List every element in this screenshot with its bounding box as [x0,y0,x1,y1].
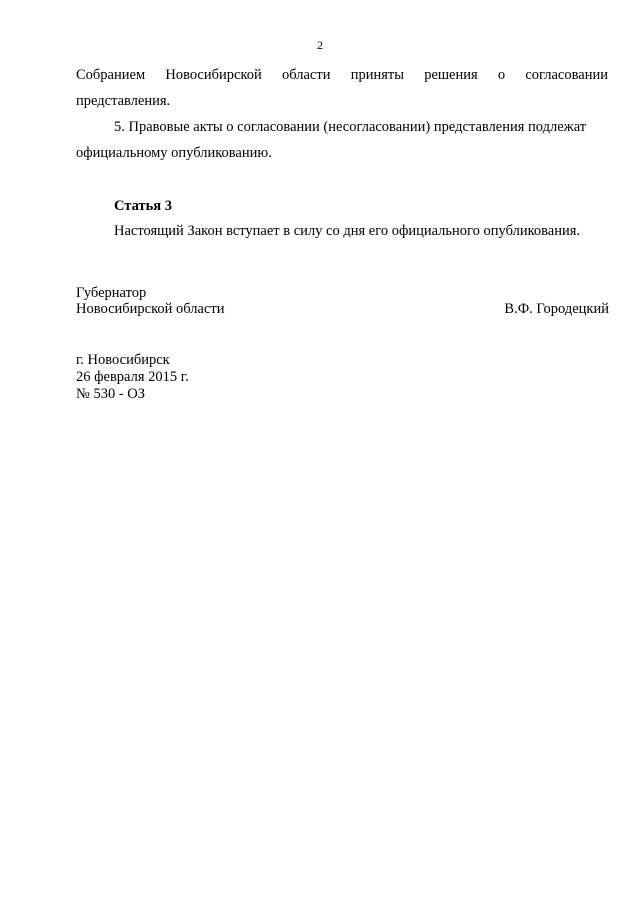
word: согласовании [525,67,608,83]
law-number: № 530 - ОЗ [76,386,146,402]
city: г. Новосибирск [76,352,170,368]
paragraph-2-line-1: 5. Правовые акты о согласовании (несогласовании) представления подлежат [114,119,587,135]
date: 26 февраля 2015 г. [76,369,189,385]
word: о [497,67,506,83]
article-heading: Статья 3 [114,198,172,214]
word: Новосибирской [165,67,262,83]
signatory-title-line-1: Губернатор [76,285,147,301]
signatory-title-line-2: Новосибирской области [76,301,225,317]
word: Собранием [76,67,146,83]
word: области [281,67,331,83]
word: решения [424,67,478,83]
paragraph-1-line-1 [76,66,608,84]
paragraph-1-line-2: представления. [76,93,171,109]
word: приняты [350,67,404,83]
signatory-name: В.Ф. Городецкий [504,301,609,317]
page-number: 2 [317,38,323,52]
article-text: Настоящий Закон вступает в силу со дня его официального опубликования. [114,223,581,239]
paragraph-2-line-2: официальному опубликованию. [76,145,272,161]
